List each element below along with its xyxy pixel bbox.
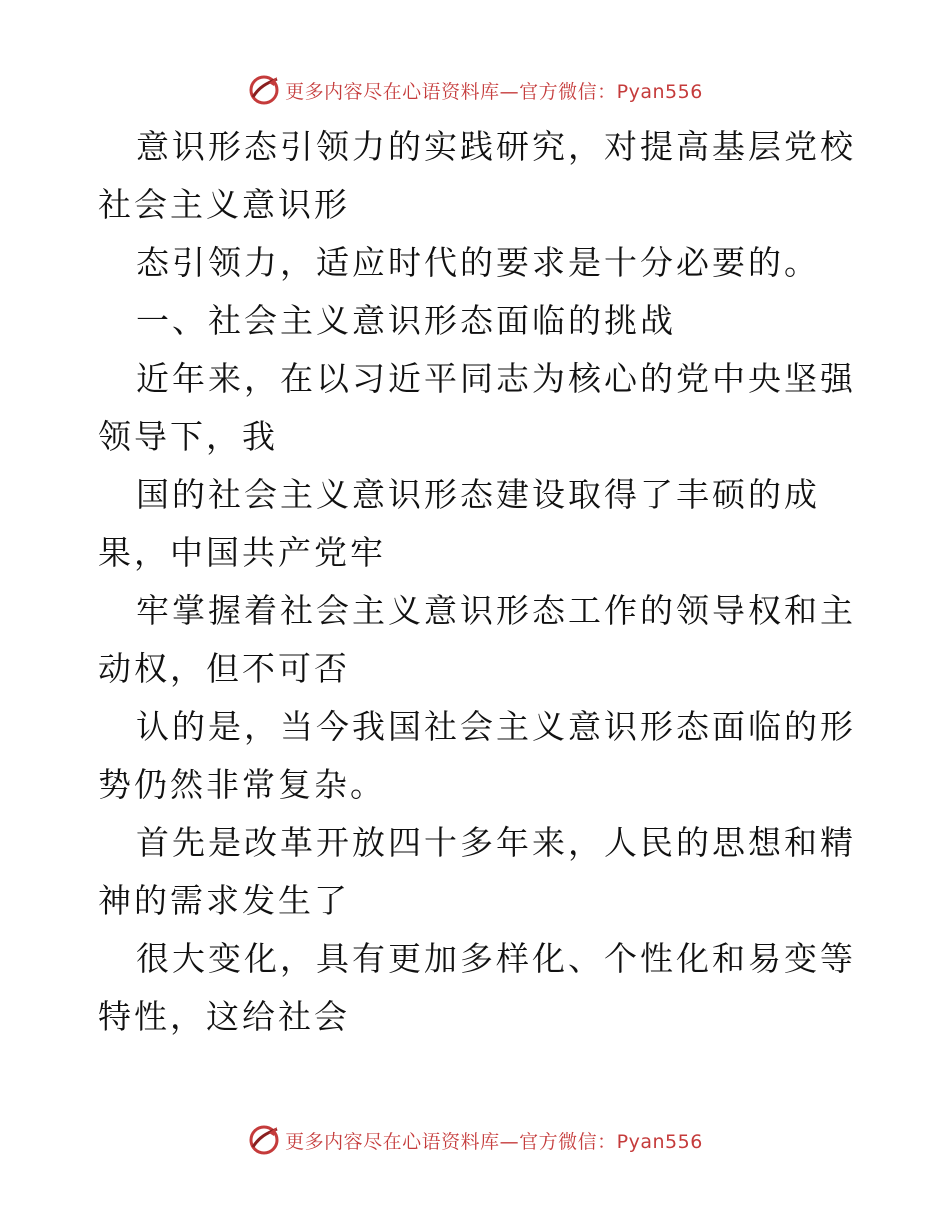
- header-banner: [0, 70, 950, 110]
- paragraph: 意识形态引领力的实践研究，对提高基层党校社会主义意识形: [98, 127, 856, 224]
- section-heading: 一、社会主义意识形态面临的挑战: [136, 301, 676, 340]
- footer-banner: [0, 1120, 950, 1160]
- footer-banner-text: 更多内容尽在心语资料库—官方微信：Pyan556: [285, 1130, 703, 1153]
- header-banner-text: 更多内容尽在心语资料库—官方微信：Pyan556: [285, 80, 703, 103]
- paragraph: 很大变化，具有更加多样化、个性化和易变等特性，这给社会: [98, 939, 856, 1036]
- pen-swirl-logo-icon: [247, 73, 281, 107]
- paragraph: 态引领力，适应时代的要求是十分必要的。: [136, 243, 820, 282]
- pen-swirl-logo-icon: [247, 1123, 281, 1157]
- document-body: [98, 118, 858, 1046]
- paragraph: 国的社会主义意识形态建设取得了丰硕的成果，中国共产党牢: [98, 475, 820, 572]
- paragraph: 首先是改革开放四十多年来，人民的思想和精神的需求发生了: [98, 823, 856, 920]
- paragraph: 认的是，当今我国社会主义意识形态面临的形势仍然非常复杂。: [98, 707, 856, 804]
- paragraph: 近年来，在以习近平同志为核心的党中央坚强领导下，我: [98, 359, 856, 456]
- paragraph: 牢掌握着社会主义意识形态工作的领导权和主动权，但不可否: [98, 591, 856, 688]
